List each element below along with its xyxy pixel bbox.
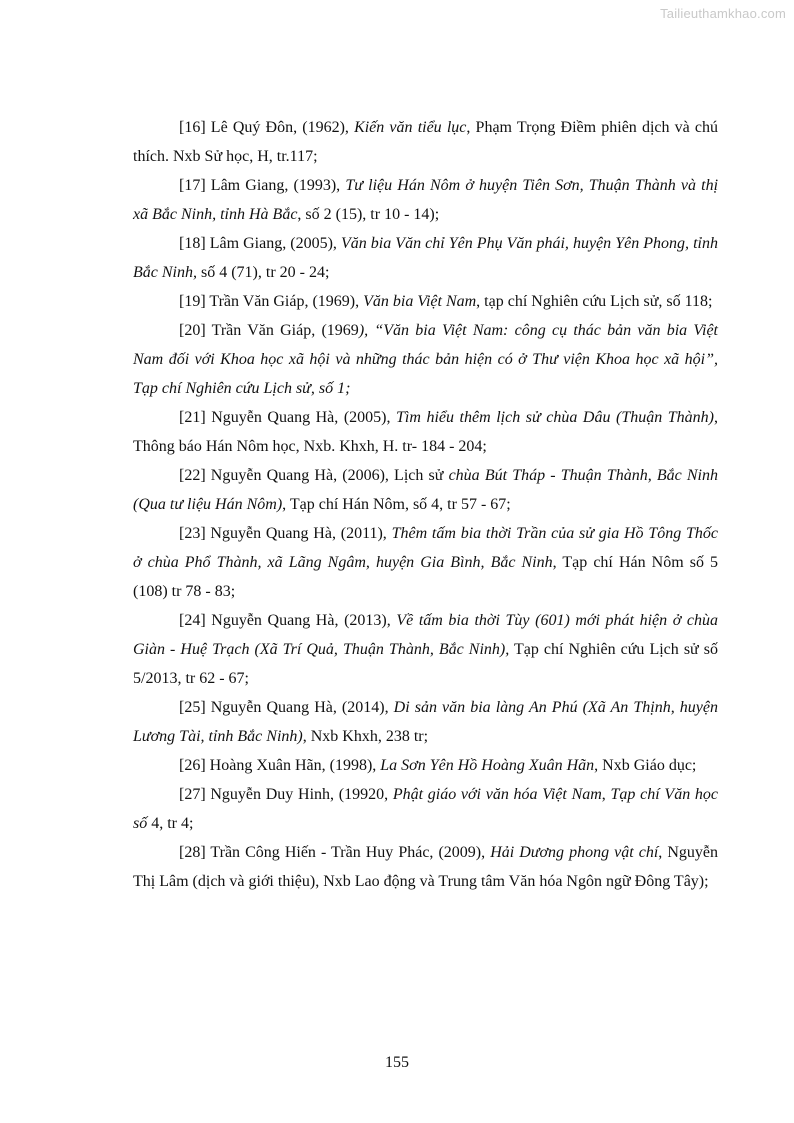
reference-segment: số 4 (71), tr 20 - 24; bbox=[197, 264, 330, 281]
reference-segment: Tư liệu Hán Nôm ở huyện Tiên Sơn, Thuận Thành và thị xã Bắc Ninh, tỉnh Hà Bắc bbox=[133, 177, 719, 223]
reference-item bbox=[133, 606, 718, 693]
reference-segment: Tạp chí Nghiên cứu Lịch sử số 5/2013, tr 62 - 67; bbox=[133, 641, 718, 687]
reference-segment: , Thông báo Hán Nôm học, Nxb. Khxh, H. tr- 184 - 204; bbox=[133, 409, 718, 455]
reference-item bbox=[133, 403, 718, 461]
reference-segment: Về tấm bia thời Tùy (601) mới phát hiện ở chùa Giàn - Huệ Trạch (Xã Trí Quả, Thuận Thành, Bắc Ninh), bbox=[133, 612, 718, 658]
reference-segment: [21] Nguyễn Quang Hà, (2005), bbox=[179, 409, 397, 426]
reference-segment: , số 2 (15), tr 10 - 14); bbox=[297, 206, 440, 223]
reference-segment: chùa Bút Tháp - Thuận Thành, Bắc Ninh (Qua tư liệu Hán Nôm) bbox=[133, 467, 718, 513]
reference-segment: Di sản văn bia làng An Phú (Xã An Thịnh, huyện Lương Tài, tỉnh Bắc Ninh) bbox=[133, 699, 719, 745]
reference-item bbox=[133, 316, 718, 403]
reference-segment: [24] Nguyễn Quang Hà, (2013), bbox=[179, 612, 397, 629]
reference-segment: Tìm hiểu thêm lịch sử chùa Dâu (Thuận Thành) bbox=[396, 409, 714, 426]
reference-segment: , Phạm Trọng Điềm phiên dịch và chú thích. Nxb Sử học, H, tr.117; bbox=[133, 119, 719, 165]
watermark-text: Tailieuthamkhao.com bbox=[660, 6, 786, 21]
reference-segment: [22] Nguyễn Quang Hà, (2006), Lịch sử bbox=[179, 467, 449, 484]
reference-segment: [23] Nguyễn Quang Hà, (2011), bbox=[179, 525, 392, 542]
reference-segment: La Sơn Yên Hồ Hoàng Xuân Hãn bbox=[380, 757, 595, 774]
reference-item bbox=[133, 287, 718, 316]
reference-segment: Phật giáo với văn hóa Việt Nam bbox=[392, 786, 602, 803]
reference-segment: , Tạp chí Hán Nôm số 5 (108) tr 78 - 83; bbox=[133, 554, 719, 600]
reference-item bbox=[133, 229, 718, 287]
reference-segment: [27] Nguyễn Duy Hinh, (19920, bbox=[179, 786, 393, 803]
reference-segment: [26] Hoàng Xuân Hãn, (1998), bbox=[179, 757, 381, 774]
reference-item bbox=[133, 693, 718, 751]
reference-list bbox=[133, 113, 718, 896]
reference-item bbox=[133, 780, 718, 838]
reference-segment: , Nxb Giáo dục; bbox=[594, 757, 697, 774]
reference-segment: [20] Trần Văn Giáp, (1969 bbox=[179, 322, 359, 339]
reference-segment: Thêm tấm bia thời Trần của sử gia Hồ Tông Thốc ở chùa Phổ Thành, xã Lãng Ngâm, huyện Gia Bình, Bắc Ninh bbox=[133, 525, 719, 571]
reference-item bbox=[133, 751, 718, 780]
reference-segment: Kiến văn tiểu lục bbox=[354, 119, 467, 136]
reference-segment: [25] Nguyễn Quang Hà, (2014), bbox=[179, 699, 394, 716]
reference-item bbox=[133, 461, 718, 519]
reference-segment: , bbox=[601, 786, 611, 803]
reference-segment: Hải Dương phong vật chí bbox=[490, 844, 659, 861]
reference-segment: 4, tr 4; bbox=[147, 815, 194, 832]
reference-segment: , tạp chí Nghiên cứu Lịch sử, số 118; bbox=[476, 293, 713, 310]
reference-segment: Văn bia Văn chỉ Yên Phụ Văn phái, huyện Yên Phong, tỉnh Bắc Ninh, bbox=[133, 235, 718, 281]
reference-segment: , Nxb Khxh, 238 tr; bbox=[302, 728, 429, 745]
reference-segment: [19] Trần Văn Giáp, (1969), bbox=[179, 293, 364, 310]
reference-segment: [28] Trần Công Hiến - Trần Huy Phác, (2009), bbox=[179, 844, 491, 861]
reference-segment: Tạp chí Văn học số bbox=[133, 786, 719, 832]
reference-segment: , Nguyễn Thị Lâm (dịch và giới thiệu), Nxb Lao động và Trung tâm Văn hóa Ngôn ngữ Đông Tây); bbox=[133, 844, 718, 890]
reference-item bbox=[133, 838, 718, 896]
reference-item bbox=[133, 519, 718, 606]
reference-segment: [17] Lâm Giang, (1993), bbox=[179, 177, 346, 194]
reference-item bbox=[133, 113, 718, 171]
reference-segment: , Tạp chí Hán Nôm, số 4, tr 57 - 67; bbox=[282, 496, 511, 513]
reference-segment: Văn bia Việt Nam bbox=[363, 293, 477, 310]
reference-segment: [16] Lê Quý Đôn, (1962), bbox=[179, 119, 355, 136]
reference-segment: ), “Văn bia Việt Nam: công cụ thác bản văn bia Việt Nam đối với Khoa học xã hội và những thác bản hiện có ở Thư viện Khoa học xã hội”, Tạp chí Nghiên cứu Lịch sử, số 1; bbox=[133, 322, 719, 397]
reference-segment: [18] Lâm Giang, (2005), bbox=[179, 235, 341, 252]
page-number: 155 bbox=[385, 1054, 409, 1071]
reference-item bbox=[133, 171, 718, 229]
